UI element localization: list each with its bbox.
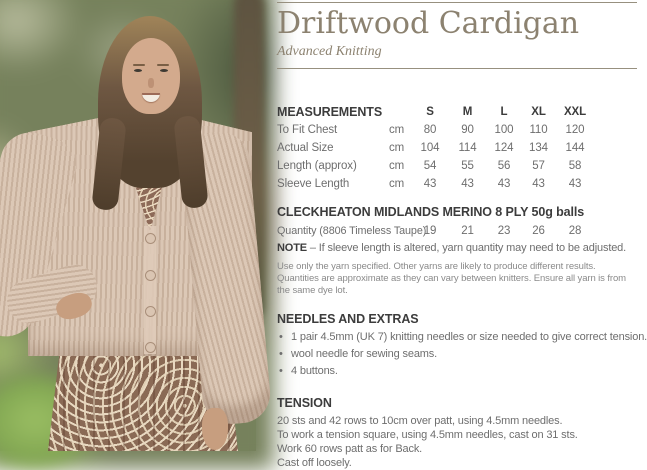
quantity-value: 28 [568, 225, 582, 237]
eyebrow [133, 64, 145, 66]
size-col: L [500, 106, 508, 118]
unit: cm [389, 160, 405, 172]
quantity-row [277, 222, 637, 240]
row-label: Sleeve Length [277, 178, 350, 190]
size-col: S [426, 106, 434, 118]
pattern-content [277, 0, 647, 470]
size-col: XXL [563, 106, 587, 118]
table-row [277, 121, 637, 139]
value: 90 [461, 124, 474, 136]
note-text: – If sleeve length is altered, yarn quantity may need to be adjusted. [309, 242, 627, 254]
size-col: XL [531, 106, 546, 118]
table-row [277, 157, 637, 175]
tension-line: Cast off loosely. [277, 457, 352, 469]
tension-line: To work a tension square, using 4.5mm needles, cast on 31 sts. [277, 429, 578, 441]
cardigan-button [145, 306, 156, 317]
table-row [277, 139, 637, 157]
eye [160, 69, 168, 72]
measurements-section [277, 103, 637, 193]
value: 43 [568, 178, 582, 190]
value: 134 [529, 142, 548, 154]
cardigan-hem [58, 331, 210, 356]
table-row [277, 175, 637, 193]
value: 43 [532, 178, 545, 190]
skill-level: Advanced Knitting [277, 44, 382, 59]
cardigan-button [145, 342, 156, 353]
value: 144 [565, 142, 585, 154]
tension-line: 20 sts and 42 rows to 10cm over patt, using 4.5mm needles. [277, 415, 563, 427]
quantity-value: 26 [532, 225, 545, 237]
value: 43 [497, 178, 511, 190]
yarn-heading: CLECKHEATON MIDLANDS MERINO 8 PLY 50g balls [277, 205, 585, 219]
quantity-value: 19 [423, 225, 437, 237]
value: 56 [497, 160, 511, 172]
needles-list [277, 329, 647, 380]
value: 58 [568, 160, 582, 172]
eye [134, 69, 142, 72]
subtitle-rule [277, 68, 637, 69]
row-label: Actual Size [277, 142, 334, 154]
value: 43 [461, 178, 474, 190]
smile [142, 93, 160, 102]
value: 80 [423, 124, 437, 136]
eyebrow [157, 64, 169, 66]
cardigan-button [145, 270, 156, 281]
note-label: NOTE [277, 242, 307, 254]
model-photo [0, 0, 256, 451]
yarn-note [277, 241, 637, 256]
value: 114 [458, 142, 477, 154]
unit: cm [389, 142, 405, 154]
quantity-label: Quantity (8806 Timeless Taupe) [277, 225, 427, 237]
value: 124 [494, 142, 514, 154]
page-title: Driftwood Cardigan [277, 6, 580, 41]
yarn-section [277, 205, 637, 297]
measurements-heading: MEASUREMENTS [277, 105, 383, 119]
value: 57 [532, 160, 545, 172]
value: 43 [423, 178, 437, 190]
row-label: To Fit Chest [277, 124, 338, 136]
needles-section [277, 312, 647, 380]
value: 110 [529, 124, 548, 136]
needles-heading: NEEDLES AND EXTRAS [277, 312, 419, 326]
tension-section [277, 396, 637, 470]
model-face [122, 38, 180, 114]
right-hand [202, 408, 228, 450]
nose [148, 78, 154, 88]
value: 55 [461, 160, 474, 172]
list-item: • 1 pair 4.5mm (UK 7) knitting needles or size needed to give correct tension. [277, 329, 637, 346]
row-label: Length (approx) [277, 160, 357, 172]
list-item: • 4 buttons. [277, 363, 637, 380]
value: 104 [420, 142, 440, 154]
value: 120 [565, 124, 585, 136]
tension-line: Work 60 rows patt as for Back. [277, 443, 423, 455]
yarn-fine-print: Use only the yarn specified. Other yarns are likely to produce different results. Quantities are approximate as they can vary between knitters. Ensure all yarn is from the same dye lot. [277, 261, 626, 296]
list-item: • wool needle for sewing seams. [277, 346, 637, 363]
value: 54 [423, 160, 437, 172]
top-rule [277, 2, 637, 3]
measurements-header-row [277, 103, 637, 121]
value: 100 [494, 124, 514, 136]
quantity-value: 23 [497, 225, 511, 237]
quantity-value: 21 [461, 225, 474, 237]
unit: cm [389, 124, 405, 136]
unit: cm [389, 178, 405, 190]
tension-heading: TENSION [277, 396, 332, 410]
size-col: M [462, 106, 473, 118]
cardigan-button [145, 233, 156, 244]
